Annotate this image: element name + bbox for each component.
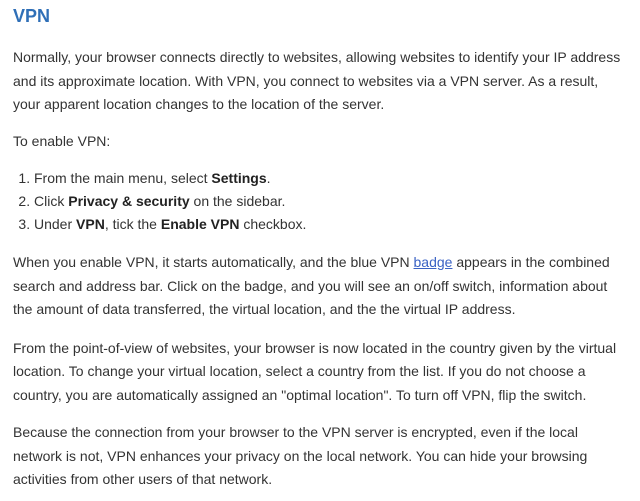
enable-intro: To enable VPN: (13, 132, 111, 149)
list-item: 2. Click Privacy & security on the sidebar. (34, 190, 627, 213)
encryption-paragraph: Because the connection from your browser to the VPN server is encrypted, even if the local network is not, VPN enhances your privacy on the local network. You can hide your browsing activities from other users of that network. (13, 424, 588, 487)
enable-vpn-checkbox-label: Enable VPN (160, 216, 240, 232)
page-title: VPN (13, 6, 51, 26)
list-item: 1. From the main menu, select Settings. (34, 167, 627, 190)
sidebar-item-privacy-label: Privacy & security (68, 193, 190, 209)
badge-paragraph: When you enable VPN, it starts automatically, and the blue VPN badge appears in the combined search and address bar. Click on the badge, and you will see an on/off switch, information about the amount of data transferred, the virtual location, and the the virtual IP address. (13, 254, 610, 317)
section-vpn-label: VPN (76, 216, 105, 232)
location-paragraph: From the point-of-view of websites, your browser is now located in the country given by the virtual location. To change your virtual location, select a country from the list. If you do not choose a country, you are automatically assigned an "optimal location". To turn off VPN, flip the switch. (13, 339, 617, 403)
badge-link[interactable]: badge (413, 254, 453, 270)
list-item: 3. Under VPN, tick the Enable VPN checkbox. (34, 213, 627, 236)
menu-item-settings-label: Settings (211, 170, 267, 186)
steps-list (13, 167, 627, 236)
intro-paragraph: Normally, your browser connects directly to websites, allowing websites to identify your IP address and its approximate location. With VPN, you connect to websites via a VPN server. As a result, your apparent location changes to the location of the server. (13, 49, 621, 112)
